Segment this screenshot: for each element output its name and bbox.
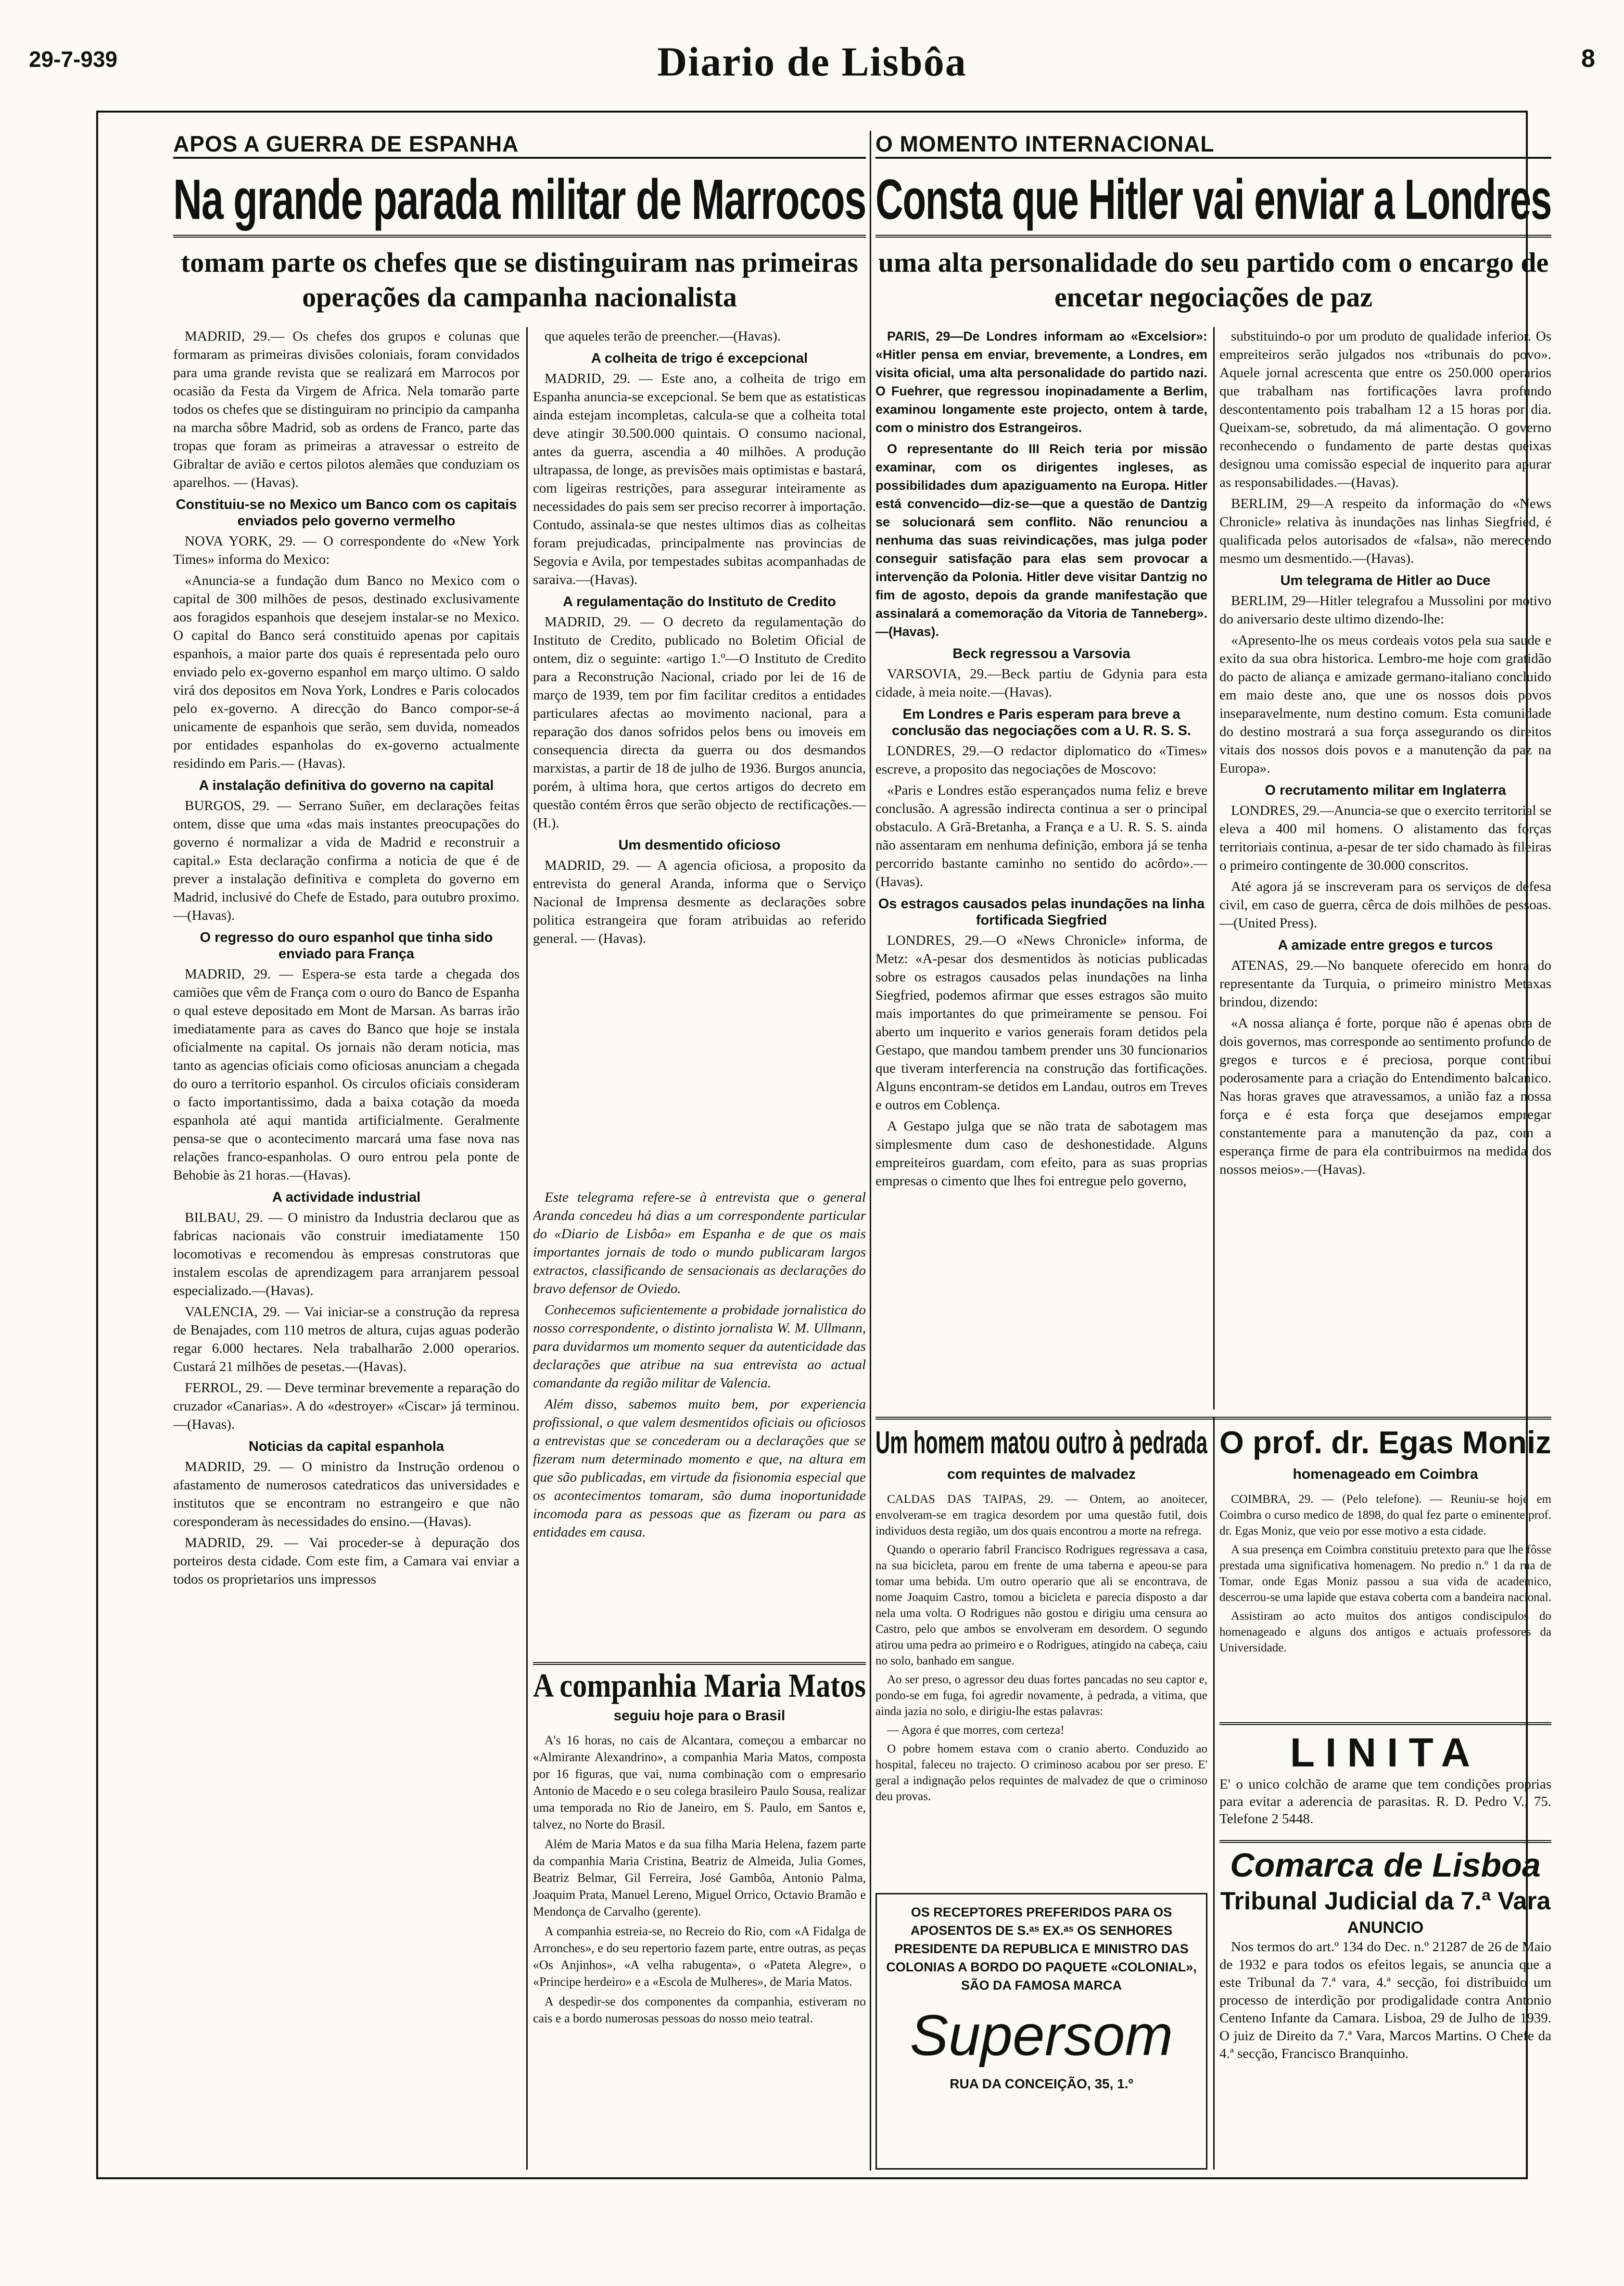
paragraph: MADRID, 29. — O ministro da Instrução ordenou o afastamento de numerosos catedraticos das universidades e institutos que se encontram no estrangeiro e que não coresponderam às necessidades do ensino.—(Havas). xyxy=(173,1459,520,1529)
column-divider xyxy=(526,327,528,2170)
paragraph: A Gestapo julga que se não trata de sabotagem mas simplesmente dum caso de deshonestidade. Alguns empreiteiros guardam, com efeito, para as suas proprias empresas o cimento que lhes foi entregue pelo governo, xyxy=(875,1118,1207,1189)
paragraph: COIMBRA, 29. — (Pelo telefone). — Reuniu-se hoje em Coimbra o curso medico de 1898, do qual fez parte o eminente prof. dr. Egas Moniz, que veio por esse motivo a esta cidade. xyxy=(1219,1493,1551,1537)
paragraph: LONDRES, 29.—O «News Chronicle» informa, de Metz: «A-pesar dos desmentidos às noticias publicadas sobre os estragos causados pelas inundações na linha Siegfried, podemos afirmar que esses estragos são muito mais importantes do que primeiramente se pensou. Foi aberto um inquerito e varios generais foram detidos pela Gestapo, que mandou tambem prender uns 30 funcionarios que tiveram interferencia na construção das fortificações. Alguns encontram-se detidos em Landau, outros em Treves e outros em Coblença. xyxy=(875,933,1207,1113)
section-heading: A colheita de trigo é excepcional xyxy=(591,351,808,366)
paragraph: A's 16 horas, no cais de Alcantara, começou a embarcar no «Almirante Alexandrino», a companhia Maria Matos, composta por 16 figuras, que vai, numa combinação com o empresario Antonio de Macedo e o seu colega brasileiro Paulo Sousa, realizar uma temporada no Rio de Janeiro, em S. Paulo, em Santos e, talvez, no Norte do Brasil. xyxy=(533,1733,866,1831)
left-headline-rule xyxy=(173,235,866,238)
paragraph: VALENCIA, 29. — Vai iniciar-se a construção da represa de Benajades, com 110 metros de altura, cujas aguas poderão regar 6.000 hectares. Nela trabalharão 2.000 operarios. Custará 21 milhões de pesetas.—(Havas). xyxy=(173,1304,520,1374)
pedrada-headline: Um homem matou outro à pedrada xyxy=(875,1424,1207,1460)
paragraph: MADRID, 29. — Espera-se esta tarde a chegada dos camiões que vêm de França com o ouro do Banco de Espanha o qual esteve depositado em Mont de Marsan. As barras irão imediatamente para as caves do Banco que hoje se instala oficialmente na capital. Os jornais não deram noticia, mas tanto as agencias oficiais como oficiosas anunciam a chegada do ouro a territorio espanhol. Os circulos oficiais consideram o facto importantissimo, dada a baixa cotação da moeda espanhola até aqui mantida artificialmente. Geralmente pensa-se que o acontecimento marcará uma fase nova nas relações franco-espanholas. O ouro entrou pela ponte de Behobie às 21 horas.—(Havas). xyxy=(173,966,520,1183)
section-heading: O regresso do ouro espanhol que tinha sido enviado para França xyxy=(200,930,493,962)
maria-matos-rule xyxy=(533,1662,866,1665)
comarca-subtitle: Tribunal Judicial da 7.ª Vara xyxy=(1220,1887,1551,1915)
paragraph: que aqueles terão de preencher.—(Havas). xyxy=(545,329,781,344)
paragraph: Ao ser preso, o agressor deu duas fortes pancadas no seu captor e, pondo-se em fuga, foi agredir novamente, à pedrada, a vitima, que ainda jazia no solo, e dirigiu-lhe estas palavras: xyxy=(875,1673,1207,1718)
paragraph: BURGOS, 29. — Serrano Suñer, em declarações feitas ontem, disse que uma «das mais instantes preocupações do governo é normalizar a vida de Madrid e reconstruir a capital.» Esta declaração confirma a noticia de que é de prever a instalação definitiva e completa do governo em Madrid, inclusivé do Chefe de Estado, para outubro proximo.—(Havas). xyxy=(173,798,520,923)
maria-matos-headline: A companhia Maria Matos xyxy=(533,1667,866,1704)
paragraph: NOVA YORK, 29. — O correspondente do «New York Times» informa do Mexico: xyxy=(173,533,520,567)
section-heading: Um desmentido oficioso xyxy=(618,838,781,853)
linita-advertisement xyxy=(1219,1729,1551,1828)
comarca-title: Comarca de Lisboa xyxy=(1230,1846,1541,1884)
paragraph: O representante do III Reich teria por missão examinar, com os dirigentes ingleses, as possibilidades dum apaziguamento na Europa. Hitler está convencido—diz-se—que a questão de Dantzig se solucionará sem conflito. Não renunciou a nenhuma das suas reivindicações, mas julga poder conseguir satisfação para elas sem provocar a intervenção da Polonia. Hitler deve visitar Dantzig no fim de agosto, depois da grande manifestação que assinalará a comemoração da Vitoria de Tanneberg».—(Havas). xyxy=(875,442,1207,639)
section-heading: A regulamentação do Instituto de Credito xyxy=(563,594,836,610)
paragraph: MADRID, 29. — Este ano, a colheita de trigo em Espanha anuncia-se excepcional. Se bem que as estatisticas ainda estejam incompletas, calcula-se que a colheita total deve atingir 30.500.000 quintais. O consumo nacional, antes da guerra, ascendia a 40 milhões. A produção ultrapassa, de longe, as previsões mais optimistas e bastará, com ligeiras restrições, para assegurar inteiramente as necessidades do pais sem ser preciso recorrer à importação. Contudo, assinala-se que nestes ultimos dias as colheitas foram prejudicadas, principalmente nas provincias de Segovia e Avila, por tempestades subitas acompanhadas de saraiva.—(Havas). xyxy=(533,371,866,587)
paragraph: MADRID, 29. — O decreto da regulamentação do Instituto de Credito, publicado no Boletim Oficial de ontem, diz o seguinte: «artigo 1.º—O Instituto de Credito para a Reconstrução Nacional, criado por lei de 16 de março de 1939, tem por fim facilitar creditos a entidades particulares afectas ao movimento nacional, para a reparação dos danos sofridos pelos bens ou imoveis em consequencia directa da guerra ou dos desmandos marxistas, a partir de 18 de julho de 1936. Burgos anuncia, porém, à ultima hora, que certos artigos do decreto em questão contém êrros que serão objecto de rectificações.—(H.). xyxy=(533,614,866,831)
left-headline: Na grande parada militar de Marrocos xyxy=(173,168,866,231)
linita-text: E' o unico colchão de arame que tem condições proprias para evitar a aderencia de parasitas. R. D. Pedro V., 75. Telefone 2 5448. xyxy=(1219,1777,1551,1827)
egas-moniz-body xyxy=(1219,1491,1551,1717)
left-deck: tomam parte os chefes que se distinguiram nas primeiras operações da campanha nacionalista xyxy=(180,247,858,313)
paragraph: BERLIM, 29—A respeito da informação do «News Chronicle» relativa às inundações nas linhas Siegfried, é qualificada pelos autorisados de «falsa», não merecendo mesmo um desmentido.—(Havas). xyxy=(1219,496,1551,566)
comarca-notice xyxy=(1219,1845,1551,2063)
paragraph: CALDAS DAS TAIPAS, 29. — Ontem, ao anoitecer, envolveram-se em tragica desordem por uma questão futil, dois individuos desta região, um dos quais encontrou a morte na refrega. xyxy=(875,1493,1207,1537)
left-column-2 xyxy=(533,327,866,1186)
page-center-divider xyxy=(870,131,871,2171)
paragraph: A sua presença em Coimbra constituiu pretexto para que lhe fôsse prestada uma significativa homenagem. No predio n.º 1 da rua de Tomar, onde Egas Moniz passou a sua vida de academico, descerrou-se uma lapide que estava coberta com a bandeira nacional. xyxy=(1219,1543,1551,1604)
paragraph: MADRID, 29. — Vai proceder-se à depuração dos porteiros desta cidade. Com este fim, a Camara vai enviar a todos os proprietarios uns impressos xyxy=(173,1535,520,1587)
paragraph: Este telegrama refere-se à entrevista que o general Aranda concedeu há dias a um correspondente particular do «Diario de Lisbôa» em Espanha e de que os mais importantes jornais de todo o mundo publicaram largos extractos, classificando de sensacionais as declarações do bravo defensor de Oviedo. xyxy=(533,1190,866,1296)
right-kicker: O MOMENTO INTERNACIONAL xyxy=(875,131,1551,159)
section-heading: O recrutamento militar em Inglaterra xyxy=(1265,783,1506,798)
paragraph: «A nossa aliança é forte, porque não é apenas obra de dois governos, mas corresponde ao sentimento profundo de gregos e turcos e é preciosa, porque contribui poderosamente para a criação do Entendimento balcanico. Nas horas graves que atravessamos, a união faz a nossa força e é esta força que desejamos empregar constantemente para a manutenção da paz, com a esperança firme de para ela contribuirmos na medida dos nossos meios».—(Havas). xyxy=(1219,1016,1551,1177)
supersom-address: RUA DA CONCEIÇÃO, 35, 1.º xyxy=(950,2076,1133,2091)
paragraph: MADRID, 29. — A agencia oficiosa, a proposito da entrevista do general Aranda, informa que o Serviço Nacional de Imprensa desmente as declarações sobre politica estrangeira que foram atribuidas ao referido general. — (Havas). xyxy=(533,858,866,946)
paragraph: «Anuncia-se a fundação dum Banco no Mexico com o capital de 300 milhões de pesos, destinado exclusivamente aos foragidos espanhois que desejem instalar-se no Mexico. O capital do Banco será constituido apenas por capitais espanhois, a maior parte dos quais é representada pelo ouro enviado pelo ex-governo espanhol em março ultimo. O saldo virá dos depositos em Nova York, Londres e Paris colocados pelo ex-governo. A direcção do Banco compor-se-á unicamente de espanhois que serão, sem duvida, nomeados por entidades espanholas do ex-governo actualmente residindo em Paris.— (Havas). xyxy=(173,573,520,771)
section-heading: Os estragos causados pelas inundações na linha fortificada Siegfried xyxy=(878,896,1205,928)
paragraph: A companhia estreia-se, no Recreio do Rio, com «A Fidalga de Arronches», e do seu repertorio fazem parte, entre outras, as peças «Os Anjinhos», «A velha rabugenta», o «Pateta Alegre», o «Principe herdeiro» e a «Escola de Mulheres», de Maria Matos. xyxy=(533,1924,866,1989)
paragraph: FERROL, 29. — Deve terminar brevemente a reparação do cruzador «Canarias». A do «destroyer» «Ciscar» já terminou.—(Havas). xyxy=(173,1380,520,1432)
right-column-2 xyxy=(1219,327,1551,1410)
supersom-brand: Supersom xyxy=(910,2003,1173,2068)
right-headline-rule xyxy=(875,235,1551,238)
egas-moniz-subhead: homenageado em Coimbra xyxy=(1293,1466,1478,1482)
left-column-1 xyxy=(173,327,520,2170)
pedrada-body xyxy=(875,1491,1207,1886)
left-kicker: APOS A GUERRA DE ESPANHA xyxy=(173,131,866,159)
paragraph: Além de Maria Matos e da sua filha Maria Helena, fazem parte da companhia Maria Cristina, Beatriz de Almeida, Julia Gomes, Beatriz Belmar, Gil Ferreira, José Gambôa, Antonio Palma, Joaquim Prata, Manuel Lereno, Miguel Orrico, Octavio Bramão e Mendonça de Carvalho (gerente). xyxy=(533,1837,866,1918)
linita-rule xyxy=(1219,1722,1551,1725)
linita-brand: LINITA xyxy=(1290,1730,1481,1775)
section-heading: A actividade industrial xyxy=(272,1190,421,1205)
editorial-note xyxy=(533,1188,866,1650)
paragraph: «Paris e Londres estão esperançados numa feliz e breve conclusão. A agressão indirecta continua a ser o principal obstaculo. A Grã-Bretanha, a França e a U. R. S. S. ainda não assentaram em nenhuma definição, embora já se tenha percorrido bastante caminho no sentido do acôrdo».—(Havas). xyxy=(875,783,1207,889)
pedrada-subhead: com requintes de malvadez xyxy=(947,1466,1136,1482)
section-heading: A amizade entre gregos e turcos xyxy=(1278,938,1493,953)
section-heading: Em Londres e Paris esperam para breve a conclusão das negociações com a U. R. S. S. xyxy=(891,707,1192,738)
comarca-label: ANUNCIO xyxy=(1347,1918,1424,1937)
paragraph: BILBAU, 29. — O ministro da Industria declarou que as fabricas nacionais vão construir imediatamente 150 locomotivas e recomendou às empresas construtoras que instalem escolas de aprendizagem para arranjarem pessoal especializado.—(Havas). xyxy=(173,1210,520,1298)
comarca-rule xyxy=(1219,1840,1551,1843)
section-heading: Noticias da capital espanhola xyxy=(248,1439,444,1454)
paragraph: Além disso, sabemos muito bem, por experiencia profissional, o que valem desmentidos oficiais ou oficiosos a entrevistas que se concederam ou a declarações que se fizeram num determinado momento e que, na altura em que são publicadas, em virtude da fisionomia especial que os acontecimentos tomaram, são duma inoportunidade incomoda para as pessoas que as fizeram ou para as entidades em causa. xyxy=(533,1397,866,1540)
paragraph: «Apresento-lhe os meus cordeais votos pela sua saude e exito da sua obra historica. Lembro-me hoje com gratidão do pacto de aliança e amizade germano-italiano concluido em maio deste ano, que une os nossos dois povos inseparavelmente, num destino comum. Esta comunidade do destino mostrará a sua força assegurando os direitos vitais dos nossos dois povos e a manutenção da paz na Europa». xyxy=(1219,633,1551,776)
paragraph: Conhecemos suficientemente a probidade jornalistica do nosso correspondente, o distinto jornalista W. M. Ullmann, para duvidarmos um momento sequer da autenticidade das declarações que atribue na sua entrevista ao actual comandante da região militar de Valencia. xyxy=(533,1302,866,1391)
right-deck: uma alta personalidade do seu partido com o encargo de encetar negociações de paz xyxy=(878,247,1549,313)
egas-moniz-headline: O prof. dr. Egas Moniz xyxy=(1219,1424,1551,1460)
section-heading: Um telegrama de Hitler ao Duce xyxy=(1280,573,1491,588)
comarca-text: Nos termos do art.º 134 do Dec. n.º 21287 de 26 de Maio de 1932 e para todos os efeitos legais, se anuncia que a este Tribunal da 7.ª vara, 4.ª secção, foi distribuido um processo de interdição por prodigalidade contra Antonio Centeno Infante da Camara. Lisboa, 29 de Julho de 1939. O juiz de Direito da 7.ª Vara, Marcos Martins. O Chefe da 4.ª secção, Francisco Branquinho. xyxy=(1219,1939,1551,2061)
paragraph: Quando o operario fabril Francisco Rodrigues regressava a casa, na sua bicicleta, parou em frente de uma taberna e apeou-se para tomar uma bebida. Um outro operario que ali se encontrava, de nome Joaquim Castro, tomou a bicicleta e parecia disposto a dar nela uma volta. O Rodrigues não gostou e dirigiu uma censura ao Castro, pelo que ambos se envolveram em desordem. O segundo atirou uma pedra ao primeiro e o Rodrigues, atingido na cabeça, caiu no solo, banhado em sangue. xyxy=(875,1543,1207,1667)
right-column-1 xyxy=(875,327,1207,1410)
page-number: 8 xyxy=(1581,45,1595,73)
paragraph: Até agora já se inscreveram para os serviços de defesa civil, em caso de guerra, cêrca de dois milhões de pessoas.—(United Press). xyxy=(1219,879,1551,931)
paragraph: PARIS, 29—De Londres informam ao «Excelsior»: «Hitler pensa em enviar, brevemente, a Londres, em visita oficial, uma alta personalidade do partido nazi. O Fuehrer, que regressou inopinadamente a Berlim, examinou longamente este projecto, ontem à tarde, com o ministro dos Estrangeiros. xyxy=(875,329,1207,435)
section-heading: Constituiu-se no Mexico um Banco com os capitais enviados pelo governo vermelho xyxy=(176,497,517,529)
section-heading: Beck regressou a Varsovia xyxy=(952,646,1130,661)
column-divider-bottom xyxy=(1213,1417,1215,2170)
right-headline: Consta que Hitler vai enviar a Londres xyxy=(875,168,1551,231)
paragraph: Assistiram ao acto muitos dos antigos condiscipulos do homenageado e alguns dos antigos e actuais professores da Universidade. xyxy=(1219,1610,1551,1654)
masthead xyxy=(29,38,1595,86)
paragraph: ATENAS, 29.—No banquete oferecido em honra do representante da Turquia, o primeiro ministro Metaxas brindou, dizendo: xyxy=(1219,958,1551,1010)
maria-matos-body xyxy=(533,1732,866,2170)
column-divider-right xyxy=(1213,327,1215,1410)
newspaper-title: Diario de Lisbôa xyxy=(657,38,967,85)
paragraph: O pobre homem estava com o cranio aberto. Conduzido ao hospital, faleceu no trajecto. O criminoso acabou por ser preso. E' geral a indignação pelos requintes de malvadez de que o criminoso deu provas. xyxy=(875,1742,1207,1803)
supersom-advertisement xyxy=(875,1893,1207,2170)
paragraph: LONDRES, 29.—Anuncia-se que o exercito territorial se eleva a 400 mil homens. O alistamento das forças territoriais continua, a-pesar de ter sido chamado às fileiras o primeiro contingente de 30.000 conscritos. xyxy=(1219,803,1551,873)
paragraph: — Agora é que morres, com certeza! xyxy=(887,1724,1065,1737)
paragraph: substituindo-o por um produto de qualidade inferior. Os empreiteiros serão julgados nos «tribunais do povo». Aquele jornal acrescenta que entre os 250.000 operarios que trabalham nas fortificações lavra profundo descontentamento pois trabalham 12 a 15 horas por dia. Queixam-se, sobretudo, da má alimentação. O governo reconhecendo o fundamento de parte destas queixas designou uma comissão especial de inquerito para apurar as responsabilidades.—(Havas). xyxy=(1219,329,1551,490)
paragraph: LONDRES, 29.—O redactor diplomatico do «Times» escreve, a proposito das negociações de Moscovo: xyxy=(875,743,1207,777)
maria-matos-subhead: seguiu hoje para o Brasil xyxy=(613,1708,786,1724)
paragraph: A despedir-se dos componentes da companhia, estiveram no cais e a bordo numerosas pessoas do nosso meio teatral. xyxy=(533,1994,866,2025)
issue-date: 29-7-939 xyxy=(29,47,118,72)
section-heading: A instalação definitiva do governo na capital xyxy=(199,778,494,793)
paragraph: MADRID, 29.— Os chefes dos grupos e colunas que formaram as primeiras divisões coloniais, foram convidados para uma grande revista que se realizará em Marrocos por ocasião da Festa da Virgem de Africa. Nela tomarão parte todos os chefes que se distinguiram no principio da campanha na marcha sôbre Madrid, sob as ordens de Franco, parte das tropas que foram as primeiras a atravessar o estreito de Gibraltar de avião e certos pilotos alemães que conduziam os aparelhos. — (Havas). xyxy=(173,329,520,490)
paragraph: VARSOVIA, 29.—Beck partiu de Gdynia para esta cidade, à meia noite.—(Havas). xyxy=(875,666,1207,700)
supersom-text: OS RECEPTORES PREFERIDOS PARA OS APOSENTOS DE S.ᵃˢ EX.ᵃˢ OS SENHORES PRESIDENTE DA REPUBLICA E MINISTRO DAS COLONIAS A BORDO DO PAQUETE «COLONIAL», SÃO DA FAMOSA MARCA xyxy=(886,1905,1197,1993)
paragraph: BERLIM, 29—Hitler telegrafou a Mussolini por motivo do aniversario deste ultimo dizendo-lhe: xyxy=(1219,593,1551,627)
